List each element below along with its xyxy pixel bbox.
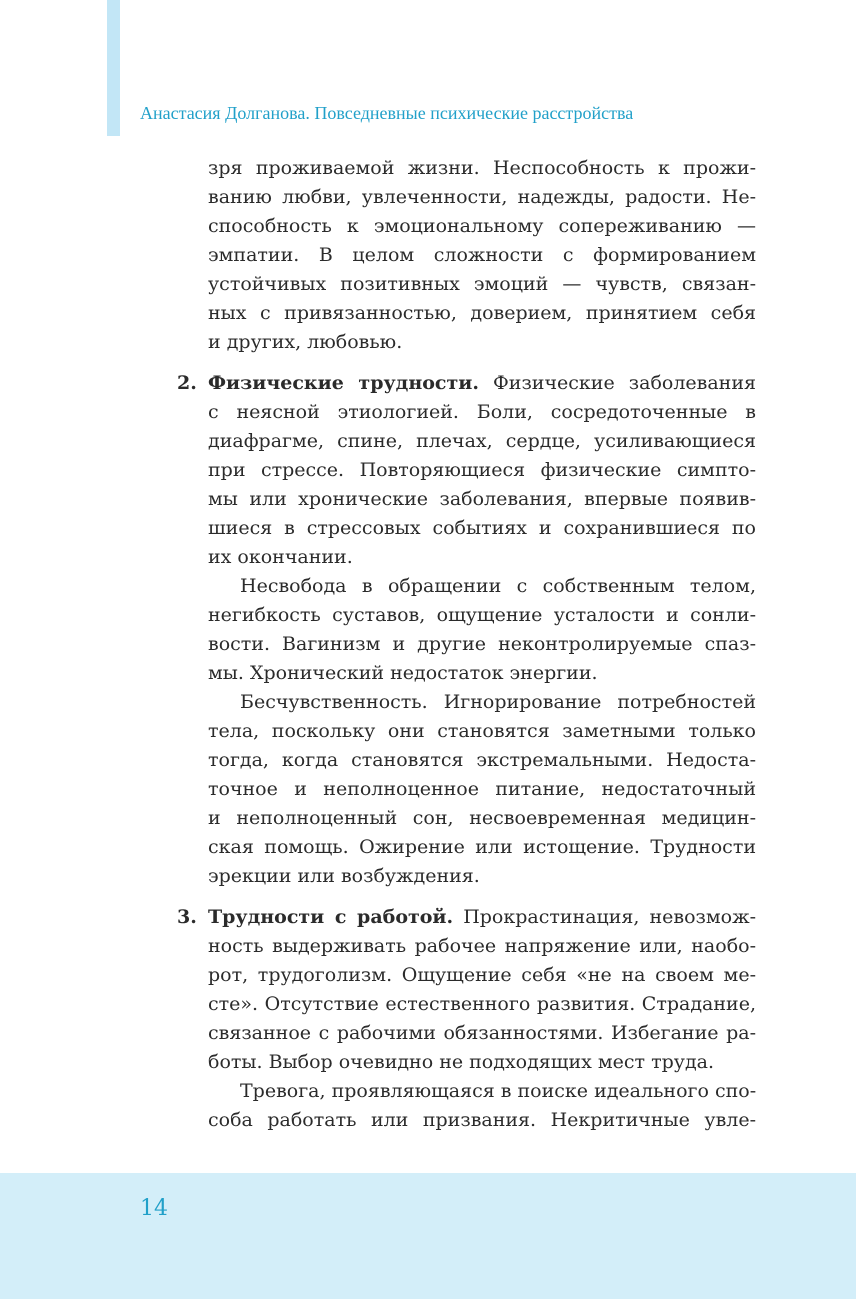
- text-line: мы. Хронический недостаток энергии.: [208, 662, 598, 684]
- list-item-text: Физические заболевания: [478, 372, 756, 394]
- text-line: Тревога, проявляющаяся в поиске идеального спо-: [240, 1080, 757, 1102]
- text-line: сте». Отсутствие естественного развития. Страдание,: [208, 993, 756, 1015]
- text-line: связанное с рабочими обязанностями. Избегание ра-: [208, 1022, 756, 1044]
- list-item-number: 3.: [177, 906, 197, 928]
- running-title: Анастасия Долганова. Повседневные психические расстройства: [140, 103, 634, 123]
- list-item-number: 2.: [177, 372, 197, 394]
- text-line: устойчивых позитивных эмоций — чувств, связан-: [208, 273, 756, 295]
- text-line: и неполноценный сон, несвоевременная медицин-: [208, 807, 756, 829]
- text-line: с неясной этиологией. Боли, сосредоточенные в: [208, 401, 756, 423]
- list-item-2-first-line: [177, 369, 756, 398]
- text-line: мы или хронические заболевания, впервые появив-: [208, 488, 756, 510]
- text-line: вости. Вагинизм и другие неконтролируемые спаз-: [208, 633, 756, 655]
- text-line: ных с привязанностью, доверием, принятием себя: [208, 302, 756, 324]
- text-line: тела, поскольку они становятся заметными только: [208, 720, 756, 742]
- text-line: шиеся в стрессовых событиях и сохранившиеся по: [208, 517, 756, 539]
- text-line: соба работать или призвания. Некритичные увле-: [208, 1109, 756, 1131]
- footer-band: [0, 1173, 856, 1299]
- text-line: рот, трудоголизм. Ощущение себя «не на своем ме-: [208, 964, 756, 986]
- text-line: ность выдерживать рабочее напряжение или, наобо-: [208, 935, 756, 957]
- text-line: эрекции или возбуждения.: [208, 865, 480, 887]
- text-line: и других, любовью.: [208, 331, 403, 353]
- text-line: ская помощь. Ожирение или истощение. Трудности: [208, 836, 756, 858]
- text-line: боты. Выбор очевидно не подходящих мест труда.: [208, 1051, 715, 1073]
- list-item-title: Физические трудности.: [208, 372, 479, 394]
- text-line: Несвобода в обращении с собственным телом,: [240, 575, 756, 597]
- text-line: тогда, когда становятся экстремальными. Недоста-: [208, 749, 756, 771]
- text-line: их окончании.: [208, 546, 353, 568]
- header-side-bar: [107, 0, 120, 136]
- list-item-text: Прокрастинация, невозмож-: [453, 906, 756, 928]
- page-number: 14: [140, 1196, 168, 1221]
- text-line: Бесчувственность. Игнорирование потребностей: [240, 691, 756, 713]
- text-line: способность к эмоциональному сопереживанию —: [208, 215, 756, 237]
- text-line: зря проживаемой жизни. Неспособность к прожи-: [208, 157, 756, 179]
- list-item-3-first-line: [177, 903, 756, 932]
- text-line: ванию любви, увлеченности, надежды, радости. Не-: [208, 186, 756, 208]
- text-line: эмпатии. В целом сложности с формированием: [208, 244, 756, 266]
- text-line: диафрагме, спине, плечах, сердце, усиливающиеся: [208, 430, 756, 452]
- list-item-title: Трудности с работой.: [208, 906, 454, 928]
- text-line: точное и неполноценное питание, недостаточный: [208, 778, 756, 800]
- text-line: негибкость суставов, ощущение усталости и сонли-: [208, 604, 756, 626]
- text-line: при стрессе. Повторяющиеся физические симпто-: [208, 459, 756, 481]
